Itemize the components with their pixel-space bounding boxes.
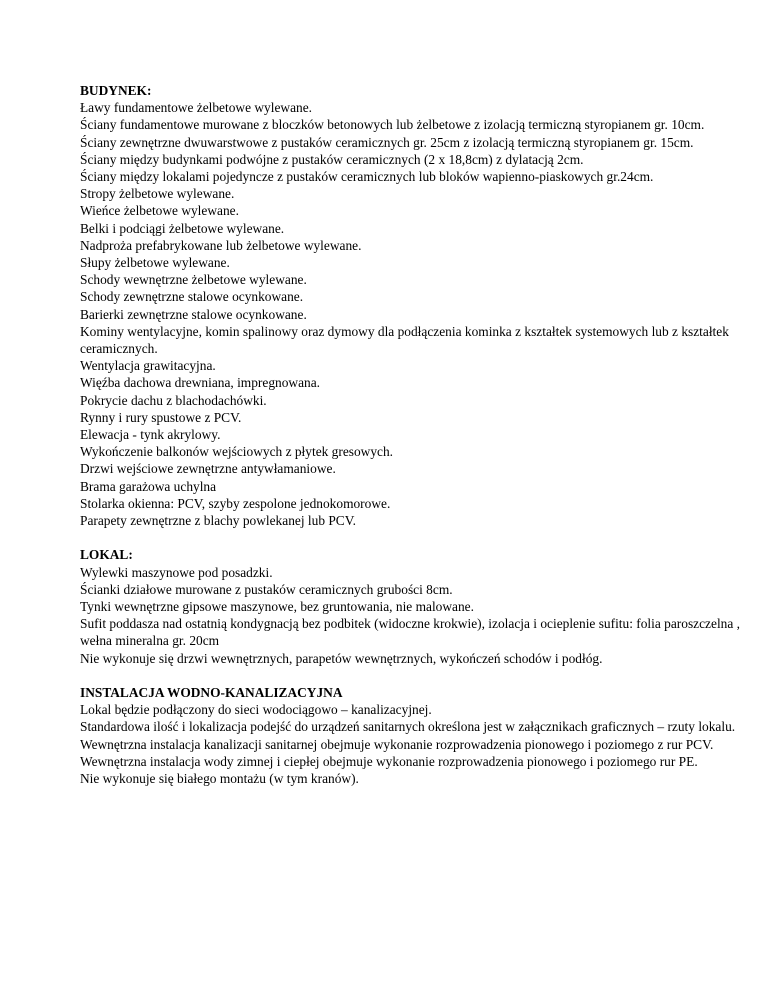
document-line: Schody wewnętrzne żelbetowe wylewane.	[80, 272, 307, 288]
document-line: Drzwi wejściowe zewnętrzne antywłamaniowe.	[80, 461, 336, 477]
section-heading: BUDYNEK:	[80, 83, 152, 98]
document-line: Więźba dachowa drewniana, impregnowana.	[80, 375, 321, 391]
document-line: Ściany między budynkami podwójne z pustaków ceramicznych (2 x 18,8cm) z dylatacją 2cm.	[80, 151, 584, 167]
document-line: Ławy fundamentowe żelbetowe wylewane.	[80, 100, 313, 116]
document-line: Wentylacja grawitacyjna.	[80, 358, 216, 374]
document-line: Słupy żelbetowe wylewane.	[80, 255, 230, 271]
document-line: Standardowa ilość i lokalizacja podejść do urządzeń sanitarnych określona jest w załącznikach graficznych – rzuty lokalu.	[80, 719, 736, 735]
section-heading: INSTALACJA WODNO-KANALIZACYJNA	[80, 685, 343, 701]
section-lokal	[80, 546, 750, 666]
document-line: Ściany zewnętrzne dwuwarstwowe z pustaków ceramicznych gr. 25cm z izolacją termiczną styropianem gr. 15cm.	[80, 134, 694, 150]
document-line: Wylewki maszynowe pod posadzki.	[80, 564, 273, 580]
document-line: Belki i podciągi żelbetowe wylewane.	[80, 220, 285, 236]
document-line: Elewacja - tynk akrylowy.	[80, 427, 221, 443]
document-body	[80, 82, 750, 787]
document-line: Wykończenie balkonów wejściowych z płytek gresowych.	[80, 444, 394, 460]
document-line: Stropy żelbetowe wylewane.	[80, 186, 235, 202]
document-line: Tynki wewnętrzne gipsowe maszynowe, bez gruntowania, nie malowane.	[80, 599, 474, 615]
document-line: Parapety zewnętrzne z blachy powlekanej lub PCV.	[80, 513, 357, 529]
document-line: Rynny i rury spustowe z PCV.	[80, 409, 242, 425]
document-line: Wewnętrzna instalacja wody zimnej i ciepłej obejmuje wykonanie rozprowadzenia pionowego i poziomego rur PE.	[80, 753, 698, 769]
document-line: Kominy wentylacyjne, komin spalinowy oraz dymowy dla podłączenia kominka z kształtek systemowych lub z kształtek ceramicznych.	[80, 323, 729, 357]
section-budynek	[80, 82, 750, 529]
document-line: Stolarka okienna: PCV, szyby zespolone jednokomorowe.	[80, 495, 391, 511]
document-line: Pokrycie dachu z blachodachówki.	[80, 392, 267, 408]
document-line: Sufit poddasza nad ostatnią kondygnacją bez podbitek (widoczne krokwie), izolacja i ocieplenie sufitu: folia paroszczelna , wełna mineralna gr. 20cm	[80, 616, 740, 649]
document-line: Schody zewnętrzne stalowe ocynkowane.	[80, 289, 304, 305]
document-line: Wewnętrzna instalacja kanalizacji sanitarnej obejmuje wykonanie rozprowadzenia pionowego i poziomego z rur PCV.	[80, 736, 714, 752]
document-line: Nie wykonuje się białego montażu (w tym kranów).	[80, 771, 359, 787]
section-instalacja-wodno-kanalizacyjna	[80, 684, 750, 787]
document-line: Ściany fundamentowe murowane z bloczków betonowych lub żelbetowe z izolacją termiczną styropianem gr. 10cm.	[80, 117, 705, 133]
document-line: Nadproża prefabrykowane lub żelbetowe wylewane.	[80, 237, 362, 253]
document-line: Nie wykonuje się drzwi wewnętrznych, parapetów wewnętrznych, wykończeń schodów i podłóg.	[80, 650, 603, 666]
section-heading: LOKAL:	[80, 547, 133, 563]
document-line: Ściany między lokalami pojedyncze z pustaków ceramicznych lub bloków wapienno-piaskowych gr.24cm.	[80, 169, 654, 185]
document-line: Ścianki działowe murowane z pustaków ceramicznych grubości 8cm.	[80, 581, 453, 597]
document-line: Lokal będzie podłączony do sieci wodociągowo – kanalizacyjnej.	[80, 702, 432, 718]
document-line: Wieńce żelbetowe wylewane.	[80, 203, 239, 219]
document-line: Barierki zewnętrzne stalowe ocynkowane.	[80, 306, 307, 322]
document-line: Brama garażowa uchylna	[80, 478, 217, 494]
